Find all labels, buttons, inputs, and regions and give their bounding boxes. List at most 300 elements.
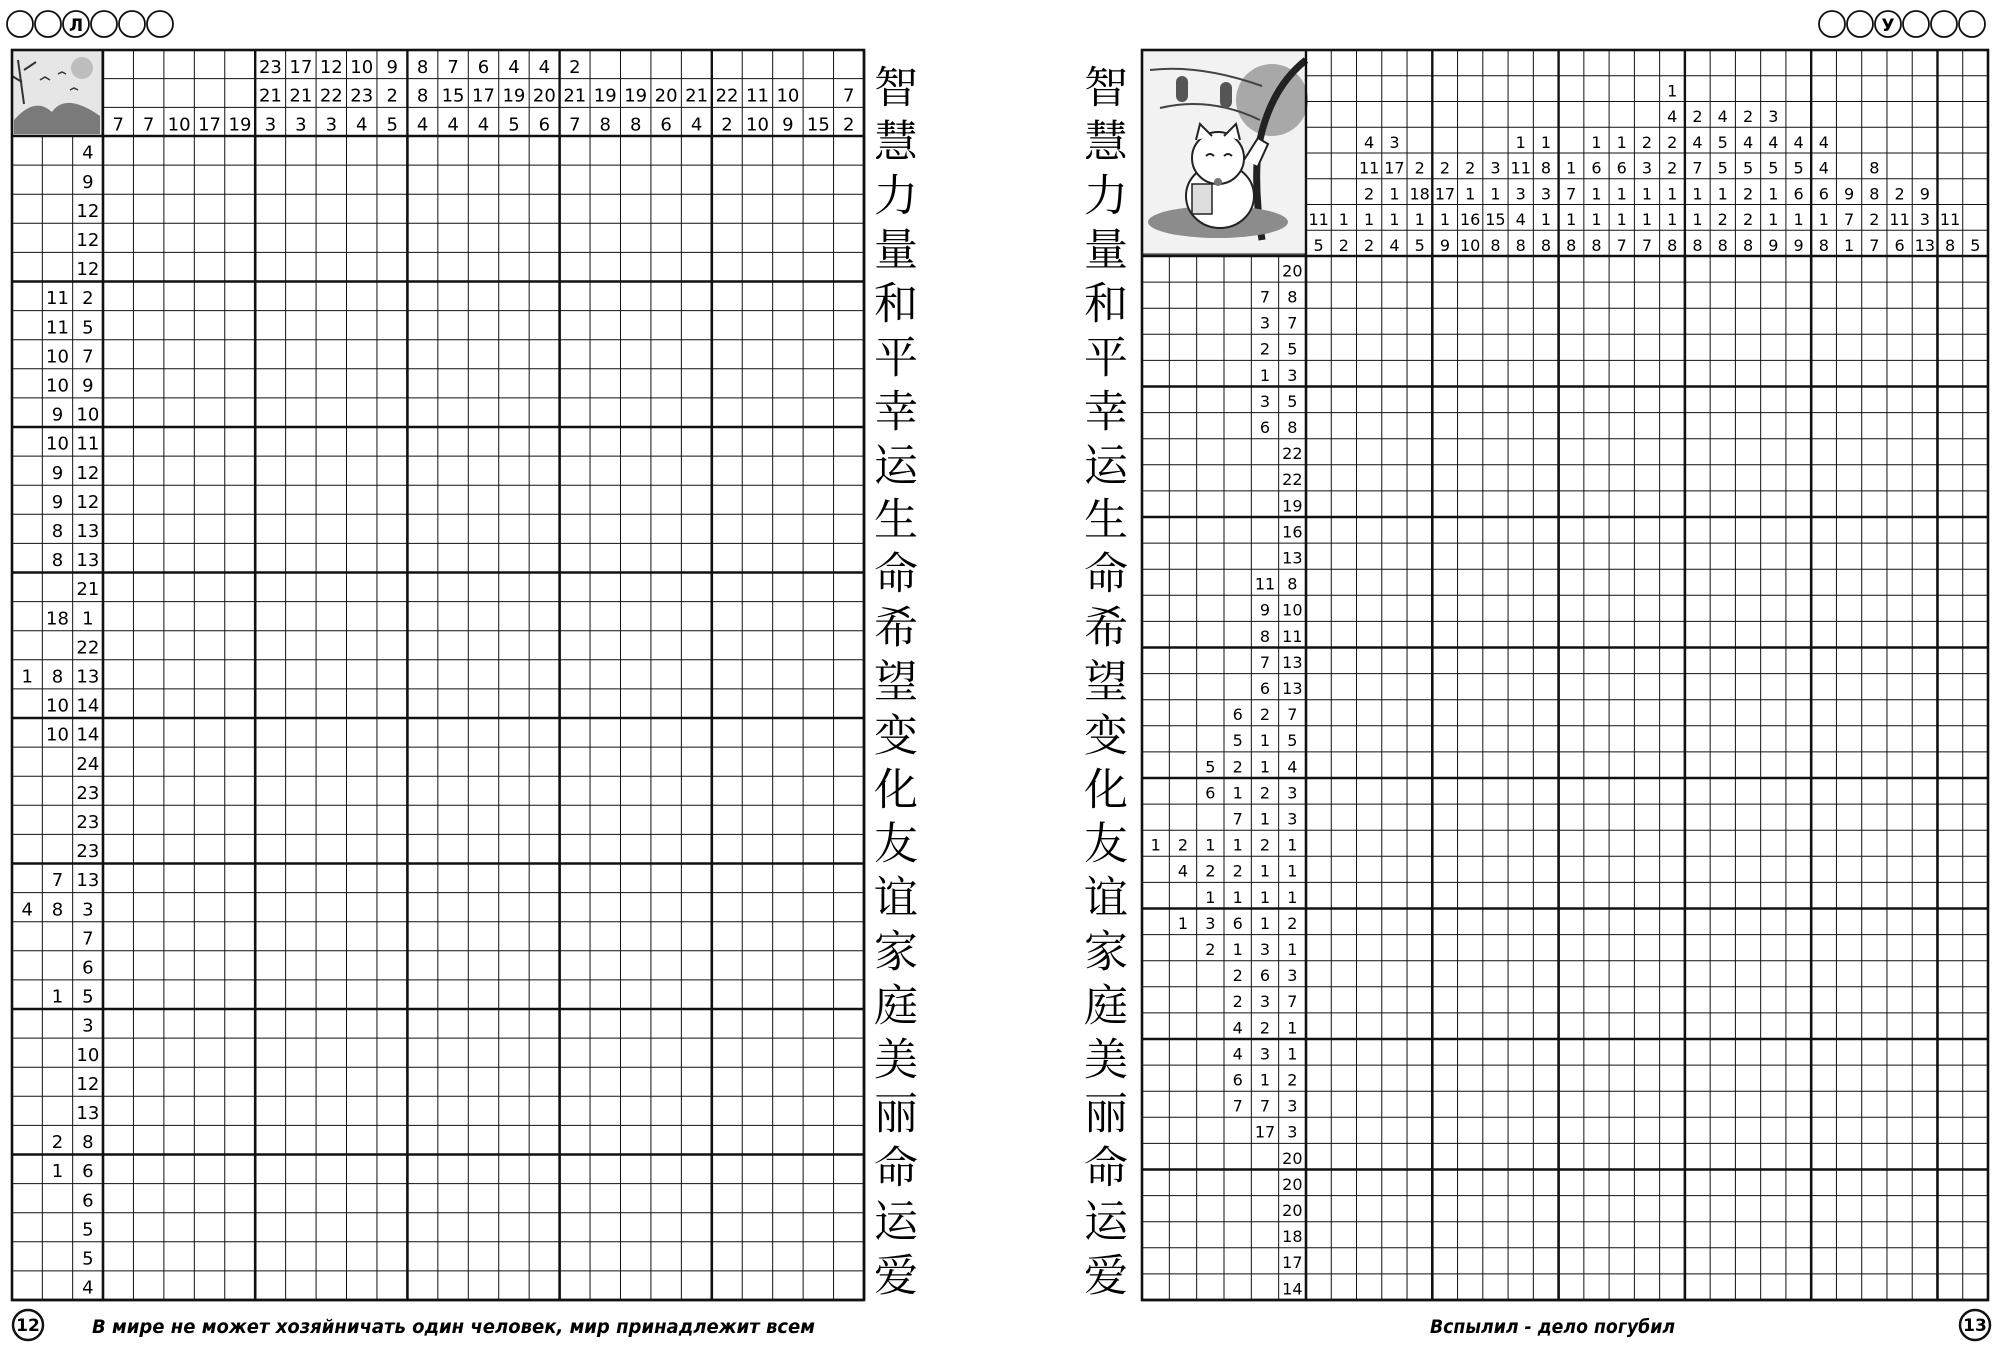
- right-page-number-badge: [1960, 1310, 1990, 1340]
- column-clue-number: 6: [1818, 184, 1829, 204]
- column-clue-number: 1: [1641, 210, 1653, 230]
- row-clue-number: 10: [76, 404, 100, 426]
- kanji-character: 命: [1084, 548, 1128, 600]
- row-clue-number: 3: [82, 1015, 94, 1037]
- column-clue-number: 2: [721, 114, 733, 136]
- column-clue-number: 1: [1540, 132, 1552, 152]
- kanji-character: 化: [874, 764, 918, 816]
- column-clue-number: 8: [1490, 235, 1501, 255]
- column-clue-number: 9: [386, 56, 398, 78]
- row-clue-number: 10: [46, 695, 69, 717]
- column-clue-number: 1: [1389, 210, 1400, 230]
- kanji-character: 命: [874, 1142, 918, 1194]
- kanji-character: 幸: [1084, 386, 1128, 438]
- column-clue-number: 1: [1566, 158, 1577, 178]
- column-clue-number: 19: [228, 114, 252, 136]
- column-clue-number: 23: [350, 85, 374, 107]
- column-clue-number: 2: [1742, 107, 1754, 127]
- row-clue-number: 22: [1282, 444, 1303, 464]
- column-clue-number: 4: [1818, 132, 1829, 152]
- column-clue-number: 1: [1591, 132, 1602, 152]
- row-clue-number: 3: [1259, 939, 1271, 959]
- answer-letter-circle[interactable]: [7, 11, 33, 37]
- row-clue-number: 4: [1232, 1018, 1243, 1038]
- right-column-clues: [1308, 81, 1980, 255]
- right-kanji-column: [1084, 62, 1129, 1301]
- kanji-character: 运: [874, 440, 918, 492]
- column-clue-number: 1: [1667, 81, 1678, 101]
- row-clue-number: 1: [51, 986, 64, 1008]
- column-clue-number: 6: [1616, 158, 1627, 178]
- kanji-character: 谊: [874, 872, 918, 924]
- row-clue-number: 1: [1232, 835, 1243, 855]
- column-clue-number: 2: [1869, 210, 1880, 230]
- column-clue-number: 1: [1616, 210, 1627, 230]
- column-clue-number: 1: [1566, 210, 1577, 230]
- column-clue-number: 8: [1869, 184, 1880, 204]
- row-clue-number: 17: [1254, 1122, 1276, 1142]
- column-clue-number: 4: [1818, 158, 1829, 178]
- row-clue-number: 23: [76, 782, 100, 804]
- kanji-character: 运: [1084, 440, 1128, 492]
- answer-letter-circle[interactable]: [1903, 11, 1929, 37]
- kanji-character: 变: [1084, 710, 1128, 762]
- row-clue-number: 13: [1282, 652, 1303, 672]
- row-clue-number: 6: [1259, 678, 1271, 698]
- column-clue-number: 8: [1591, 235, 1602, 255]
- row-clue-number: 3: [1287, 966, 1298, 986]
- row-clue-number: 8: [51, 666, 64, 688]
- column-clue-number: 16: [1460, 210, 1481, 230]
- right-footer-caption: Вспылил - дело погубил: [1430, 1316, 1676, 1338]
- kanji-character: 希: [1084, 602, 1128, 654]
- column-clue-number: 1: [1692, 210, 1703, 230]
- column-clue-number: 1: [1641, 184, 1653, 204]
- column-clue-number: 3: [264, 114, 277, 136]
- row-clue-number: 8: [82, 1132, 94, 1154]
- row-clue-number: 10: [46, 433, 69, 455]
- row-clue-number: 20: [1282, 1200, 1303, 1220]
- row-clue-number: 1: [1287, 861, 1298, 881]
- column-clue-number: 5: [1717, 132, 1728, 152]
- column-clue-number: 2: [1667, 132, 1678, 152]
- row-clue-number: 23: [76, 811, 100, 833]
- column-clue-number: 20: [532, 85, 556, 107]
- kanji-character: 丽: [1084, 1088, 1128, 1140]
- row-clue-number: 4: [82, 1277, 94, 1299]
- answer-letter-circle[interactable]: [119, 11, 145, 37]
- row-clue-number: 1: [1287, 835, 1298, 855]
- row-clue-number: 9: [51, 462, 64, 484]
- column-clue-number: 10: [776, 85, 800, 107]
- row-clue-number: 14: [76, 724, 100, 746]
- row-clue-number: 1: [1259, 1070, 1271, 1090]
- kanji-character: 命: [1084, 1142, 1128, 1194]
- row-clue-number: 7: [1287, 992, 1298, 1012]
- column-clue-number: 1: [1692, 184, 1703, 204]
- kanji-character: 幸: [874, 386, 918, 438]
- kanji-character: 慧: [874, 116, 918, 168]
- row-clue-number: 5: [1287, 731, 1298, 751]
- row-clue-number: 13: [1282, 678, 1303, 698]
- column-clue-number: 7: [1692, 158, 1703, 178]
- column-clue-number: 2: [1439, 158, 1451, 178]
- row-clue-number: 14: [1282, 1279, 1303, 1299]
- column-clue-number: 6: [477, 56, 490, 78]
- column-clue-number: 7: [843, 85, 855, 107]
- column-clue-number: 3: [295, 114, 307, 136]
- row-clue-number: 17: [1282, 1253, 1303, 1273]
- row-clue-number: 5: [1287, 339, 1298, 359]
- column-clue-number: 8: [1818, 235, 1829, 255]
- row-clue-number: 2: [1259, 783, 1271, 803]
- column-clue-number: 4: [1364, 132, 1375, 152]
- kanji-character: 力: [874, 170, 918, 222]
- row-clue-number: 10: [1282, 600, 1303, 620]
- column-clue-number: 9: [782, 114, 794, 136]
- column-clue-number: 1: [1465, 184, 1476, 204]
- row-clue-number: 12: [76, 229, 100, 251]
- row-clue-number: 18: [46, 608, 69, 630]
- column-clue-number: 5: [1313, 235, 1324, 255]
- row-clue-number: 8: [1287, 417, 1298, 437]
- row-clue-number: 6: [1232, 913, 1243, 933]
- row-clue-number: 10: [46, 724, 69, 746]
- row-clue-number: 1: [82, 608, 94, 630]
- row-clue-number: 8: [1259, 626, 1271, 646]
- row-clue-number: 11: [46, 317, 69, 339]
- row-clue-number: 6: [1232, 705, 1243, 725]
- column-clue-number: 19: [502, 85, 526, 107]
- column-clue-number: 5: [1970, 235, 1981, 255]
- column-clue-number: 22: [319, 85, 343, 107]
- row-clue-number: 19: [1282, 496, 1303, 516]
- column-clue-number: 4: [538, 56, 551, 78]
- column-clue-number: 8: [1869, 158, 1880, 178]
- answer-letter: У: [1881, 16, 1895, 36]
- column-clue-number: 4: [1742, 132, 1754, 152]
- column-clue-number: 1: [1667, 210, 1678, 230]
- row-clue-number: 1: [1150, 835, 1161, 855]
- row-clue-number: 1: [1259, 913, 1271, 933]
- column-clue-number: 8: [1566, 235, 1577, 255]
- column-clue-number: 1: [1439, 210, 1451, 230]
- row-clue-number: 6: [1205, 783, 1216, 803]
- column-clue-number: 4: [477, 114, 490, 136]
- row-clue-number: 7: [51, 870, 64, 892]
- row-clue-number: 7: [1259, 1096, 1271, 1116]
- kanji-character: 美: [1084, 1034, 1128, 1086]
- kanji-character: 变: [874, 710, 918, 762]
- left-corner-illustration: [12, 50, 102, 136]
- row-clue-number: 7: [1232, 809, 1243, 829]
- kanji-character: 庭: [1084, 980, 1128, 1032]
- column-clue-number: 7: [569, 114, 581, 136]
- column-clue-number: 8: [1717, 235, 1728, 255]
- column-clue-number: 1: [1515, 132, 1526, 152]
- row-clue-number: 3: [1259, 992, 1271, 1012]
- column-clue-number: 1: [1818, 210, 1829, 230]
- right-page: [1084, 11, 1990, 1340]
- row-clue-number: 2: [1259, 835, 1271, 855]
- column-clue-number: 2: [1338, 235, 1349, 255]
- column-clue-number: 6: [660, 114, 672, 136]
- kanji-character: 运: [1084, 1196, 1128, 1248]
- column-clue-number: 8: [416, 85, 429, 107]
- answer-letter: Л: [68, 16, 84, 36]
- column-clue-number: 4: [1692, 132, 1703, 152]
- row-clue-number: 1: [21, 666, 33, 688]
- column-clue-number: 2: [1692, 107, 1703, 127]
- column-clue-number: 3: [1389, 132, 1400, 152]
- row-clue-number: 1: [1287, 1018, 1298, 1038]
- row-clue-number: 7: [1287, 705, 1298, 725]
- column-clue-number: 4: [1793, 132, 1804, 152]
- column-clue-number: 8: [1945, 235, 1956, 255]
- column-clue-number: 8: [1742, 235, 1754, 255]
- row-clue-number: 3: [1287, 1096, 1298, 1116]
- column-clue-number: 11: [1358, 158, 1380, 178]
- row-clue-number: 5: [82, 317, 94, 339]
- row-clue-number: 7: [82, 928, 94, 950]
- row-clue-number: 12: [76, 462, 100, 484]
- column-clue-number: 17: [1384, 158, 1405, 178]
- column-clue-number: 1: [1540, 210, 1552, 230]
- column-clue-number: 1: [1616, 132, 1627, 152]
- row-clue-number: 1: [1259, 365, 1271, 385]
- column-clue-number: 4: [1717, 107, 1728, 127]
- row-clue-number: 13: [76, 1102, 100, 1124]
- kanji-character: 平: [1084, 332, 1128, 384]
- answer-letter-circle[interactable]: [1959, 11, 1985, 37]
- row-clue-number: 3: [82, 899, 94, 921]
- column-clue-number: 2: [569, 56, 581, 78]
- answer-letter-circle[interactable]: [91, 11, 117, 37]
- kanji-character: 美: [874, 1034, 918, 1086]
- row-clue-number: 4: [1177, 861, 1189, 881]
- row-clue-number: 2: [1232, 861, 1243, 881]
- column-clue-number: 2: [1742, 210, 1754, 230]
- kanji-character: 智: [1084, 62, 1128, 114]
- right-page-number: 13: [1963, 1316, 1987, 1336]
- column-clue-number: 2: [1894, 184, 1905, 204]
- column-clue-number: 8: [599, 114, 611, 136]
- column-clue-number: 7: [1566, 184, 1577, 204]
- row-clue-number: 22: [1282, 470, 1303, 490]
- column-clue-number: 4: [356, 114, 368, 136]
- column-clue-number: 1: [1414, 210, 1425, 230]
- column-clue-number: 10: [350, 56, 374, 78]
- row-clue-number: 4: [1232, 1044, 1243, 1064]
- column-clue-number: 4: [416, 114, 429, 136]
- column-clue-number: 3: [325, 114, 338, 136]
- row-clue-number: 2: [1259, 1018, 1271, 1038]
- column-clue-number: 8: [416, 56, 429, 78]
- kanji-character: 家: [874, 926, 918, 978]
- kanji-character: 爱: [1084, 1250, 1128, 1302]
- row-clue-number: 14: [76, 695, 100, 717]
- column-clue-number: 4: [447, 114, 459, 136]
- row-clue-number: 9: [51, 404, 64, 426]
- left-column-clues: [112, 57, 854, 135]
- column-clue-number: 1: [1768, 210, 1779, 230]
- row-clue-number: 12: [76, 200, 100, 222]
- kanji-character: 量: [874, 224, 918, 276]
- column-clue-number: 6: [1793, 184, 1804, 204]
- column-clue-number: 17: [289, 56, 313, 78]
- column-clue-number: 15: [806, 114, 830, 136]
- row-clue-number: 6: [82, 1190, 94, 1212]
- row-clue-number: 8: [1287, 287, 1298, 307]
- row-clue-number: 6: [82, 1161, 94, 1183]
- row-clue-number: 6: [1232, 1070, 1243, 1090]
- row-clue-number: 1: [1259, 861, 1271, 881]
- kanji-character: 生: [1084, 494, 1128, 546]
- column-clue-number: 7: [1641, 235, 1653, 255]
- row-clue-number: 8: [1287, 574, 1298, 594]
- column-clue-number: 5: [1768, 158, 1779, 178]
- row-clue-number: 2: [82, 288, 94, 310]
- kanji-character: 友: [1084, 818, 1128, 870]
- column-clue-number: 2: [1364, 235, 1375, 255]
- kanji-character: 望: [874, 656, 918, 708]
- kanji-character: 家: [1084, 926, 1128, 978]
- row-clue-number: 1: [51, 1161, 64, 1183]
- row-clue-number: 24: [76, 753, 100, 775]
- row-clue-number: 10: [46, 346, 69, 368]
- column-clue-number: 5: [1414, 235, 1425, 255]
- column-clue-number: 7: [142, 114, 155, 136]
- row-clue-number: 5: [82, 986, 94, 1008]
- row-clue-number: 2: [1177, 835, 1189, 855]
- left-page: [7, 11, 919, 1340]
- column-clue-number: 3: [1768, 107, 1779, 127]
- right-corner-illustration: [1142, 50, 1308, 254]
- row-clue-number: 5: [1232, 731, 1243, 751]
- row-clue-number: 21: [76, 579, 100, 601]
- row-clue-number: 9: [82, 171, 94, 193]
- column-clue-number: 21: [685, 85, 709, 107]
- column-clue-number: 23: [258, 56, 282, 78]
- column-clue-number: 6: [1894, 235, 1905, 255]
- column-clue-number: 2: [1364, 184, 1375, 204]
- kanji-character: 量: [1084, 224, 1128, 276]
- column-clue-number: 2: [1465, 158, 1476, 178]
- row-clue-number: 1: [1259, 887, 1271, 907]
- column-clue-number: 3: [1641, 158, 1653, 178]
- column-clue-number: 2: [1742, 184, 1754, 204]
- row-clue-number: 1: [1232, 887, 1243, 907]
- column-clue-number: 9: [1919, 184, 1930, 204]
- kanji-character: 平: [874, 332, 918, 384]
- column-clue-number: 21: [258, 85, 282, 107]
- kanji-character: 谊: [1084, 872, 1128, 924]
- row-clue-number: 2: [1232, 966, 1243, 986]
- column-clue-number: 3: [1919, 210, 1930, 230]
- row-clue-number: 3: [1287, 783, 1298, 803]
- row-clue-number: 13: [1282, 548, 1303, 568]
- row-clue-number: 4: [21, 899, 33, 921]
- row-clue-number: 1: [1232, 783, 1243, 803]
- column-clue-number: 8: [629, 114, 642, 136]
- column-clue-number: 15: [441, 85, 465, 107]
- row-clue-number: 7: [1232, 1096, 1243, 1116]
- column-clue-number: 1: [1389, 184, 1400, 204]
- row-clue-number: 23: [76, 841, 100, 863]
- answer-letter-circle[interactable]: [147, 11, 173, 37]
- column-clue-number: 10: [1460, 235, 1481, 255]
- kanji-character: 慧: [1084, 116, 1128, 168]
- row-clue-number: 8: [51, 550, 64, 572]
- column-clue-number: 21: [289, 85, 313, 107]
- row-clue-number: 11: [76, 433, 100, 455]
- row-clue-number: 2: [1232, 757, 1243, 777]
- column-clue-number: 17: [1434, 184, 1456, 204]
- row-clue-number: 2: [1232, 992, 1243, 1012]
- column-clue-number: 7: [112, 114, 124, 136]
- column-clue-number: 1: [1768, 184, 1779, 204]
- column-clue-number: 10: [167, 114, 191, 136]
- column-clue-number: 8: [1540, 158, 1552, 178]
- row-clue-number: 13: [76, 520, 100, 542]
- column-clue-number: 11: [1510, 158, 1531, 178]
- row-clue-number: 20: [1282, 1148, 1303, 1168]
- column-clue-number: 2: [1667, 158, 1678, 178]
- row-clue-number: 2: [1259, 339, 1271, 359]
- column-clue-number: 7: [1843, 210, 1855, 230]
- kanji-character: 希: [874, 602, 918, 654]
- answer-letter-circle[interactable]: [1819, 11, 1845, 37]
- row-clue-number: 22: [76, 637, 100, 659]
- column-clue-number: 9: [1793, 235, 1804, 255]
- column-clue-number: 9: [1439, 235, 1451, 255]
- answer-letter-circle[interactable]: [35, 11, 61, 37]
- row-clue-number: 8: [51, 520, 64, 542]
- column-clue-number: 2: [1641, 132, 1653, 152]
- column-clue-number: 2: [1414, 158, 1425, 178]
- row-clue-number: 1: [1232, 939, 1243, 959]
- column-clue-number: 8: [1667, 235, 1678, 255]
- row-clue-number: 10: [76, 1044, 100, 1066]
- column-clue-number: 1: [1591, 210, 1602, 230]
- row-clue-number: 2: [1287, 1070, 1298, 1090]
- row-clue-number: 2: [1205, 939, 1216, 959]
- column-clue-number: 19: [624, 85, 648, 107]
- column-clue-number: 6: [538, 114, 551, 136]
- row-clue-number: 4: [1287, 757, 1298, 777]
- column-clue-number: 17: [472, 85, 495, 107]
- answer-letter-circle[interactable]: [1931, 11, 1957, 37]
- column-clue-number: 2: [386, 85, 398, 107]
- right-header-circles: [1819, 11, 1985, 37]
- row-clue-number: 3: [1287, 809, 1298, 829]
- kanji-character: 运: [874, 1196, 918, 1248]
- left-nonogram-grid[interactable]: [12, 50, 864, 1300]
- kanji-character: 命: [874, 548, 918, 600]
- kanji-character: 力: [1084, 170, 1128, 222]
- row-clue-number: 6: [1259, 417, 1271, 437]
- column-clue-number: 7: [1869, 235, 1880, 255]
- answer-letter-circle[interactable]: [1847, 11, 1873, 37]
- row-clue-number: 9: [51, 491, 64, 513]
- kanji-character: 生: [874, 494, 918, 546]
- left-footer-caption: В мире не может хозяйничать один человек, мир принадлежит всем: [92, 1316, 815, 1338]
- left-page-number-badge: [13, 1310, 43, 1340]
- column-clue-number: 4: [508, 56, 520, 78]
- column-clue-number: 19: [593, 85, 617, 107]
- row-clue-number: 1: [1205, 887, 1216, 907]
- column-clue-number: 4: [1667, 107, 1678, 127]
